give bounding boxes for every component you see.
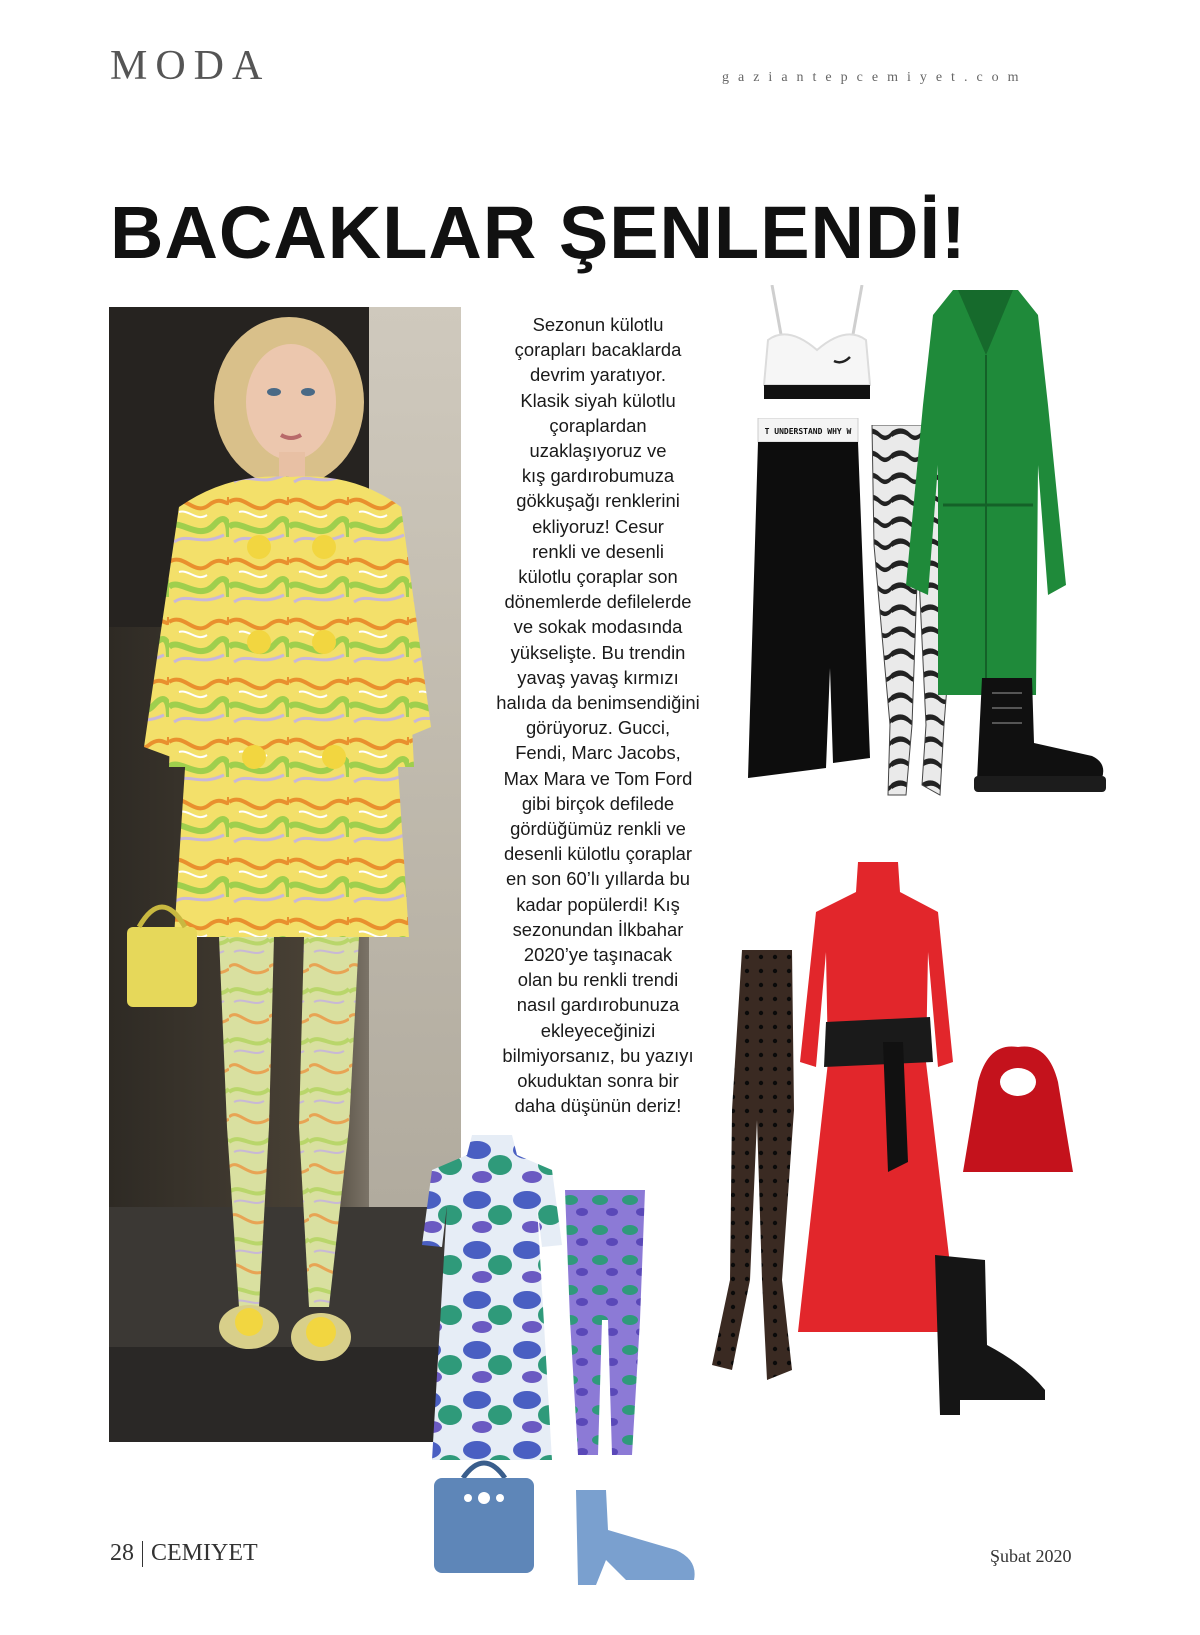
article-line: Sezonun külotlu bbox=[532, 314, 664, 335]
footer-divider bbox=[142, 1541, 143, 1567]
article-line: gibi birçok defilede bbox=[521, 792, 675, 814]
article-line: külotlu çoraplar son bbox=[518, 566, 678, 588]
article-line: olan bu renkli trendi bbox=[517, 969, 679, 991]
article-line: çorapları bacaklarda bbox=[514, 339, 682, 361]
article-line: ekleyeceğinizi bbox=[540, 1019, 656, 1041]
website-url: gaziantepcemiyet.com bbox=[722, 70, 1028, 85]
black-combat-boots-image bbox=[962, 668, 1112, 798]
article-line: desenli külotlu çoraplar bbox=[503, 843, 693, 865]
article-line: en son 60’lı yıllarda bu bbox=[505, 868, 691, 890]
green-trench-coat-image bbox=[898, 285, 1073, 705]
blue-sandals-image bbox=[566, 1480, 706, 1590]
article-line: gökkuşağı renklerini bbox=[516, 490, 680, 512]
article-line: dönemlerde defilelerde bbox=[504, 591, 692, 613]
article-line: daha düşünün deriz! bbox=[514, 1095, 682, 1117]
article-line: uzaklaşıyoruz ve bbox=[529, 440, 667, 462]
article-line: gördüğümüz renkli ve bbox=[510, 818, 686, 840]
street-style-photo bbox=[109, 307, 461, 1442]
article-line: ve sokak modasında bbox=[513, 616, 683, 638]
article-line: 2020’ye taşınacak bbox=[523, 944, 673, 966]
sports-bra-image bbox=[758, 285, 876, 405]
article-line: kadar popülerdi! Kış bbox=[516, 893, 680, 915]
page-number: 28 bbox=[110, 1540, 134, 1566]
black-ankle-boot-image bbox=[915, 1255, 1055, 1420]
black-maxi-skirt-image bbox=[738, 418, 878, 788]
article-line: ekliyoruz! Cesur bbox=[532, 515, 664, 537]
article-line: kış gardırobumuza bbox=[521, 465, 675, 487]
article-body bbox=[478, 312, 718, 1119]
article-line: okuduktan sonra bir bbox=[517, 1070, 679, 1092]
article-line: nasıl gardırobunuza bbox=[516, 994, 680, 1016]
article-line: renkli ve desenli bbox=[532, 540, 664, 562]
article-title: BACAKLAR ŞENLENDİ! bbox=[110, 191, 967, 274]
red-fur-bag-image bbox=[958, 1042, 1078, 1182]
footer-left bbox=[110, 1540, 258, 1567]
printed-leggings-image bbox=[560, 1190, 650, 1460]
printed-dress-image bbox=[412, 1135, 572, 1465]
article-line: Klasik siyah külotlu bbox=[520, 389, 676, 411]
article-line: görüyoruz. Gucci, bbox=[525, 717, 671, 739]
section-title: MODA bbox=[110, 43, 271, 89]
article-line: yavaş yavaş kırmızı bbox=[517, 666, 679, 688]
article-line: devrim yaratıyor. bbox=[530, 364, 666, 386]
magazine-name: CEMIYET bbox=[151, 1540, 258, 1566]
article-line: Max Mara ve Tom Ford bbox=[503, 767, 693, 789]
denim-handbag-image bbox=[428, 1448, 540, 1578]
article-line: çoraplardan bbox=[549, 414, 647, 436]
article-line: bilmiyorsanız, bu yazıyı bbox=[502, 1044, 694, 1066]
article-line: halıda da benimsendiğini bbox=[496, 692, 700, 714]
issue-date: Şubat 2020 bbox=[990, 1546, 1072, 1566]
skirt-band-text: T UNDERSTAND WHY W bbox=[764, 427, 852, 436]
article-line: sezonundan İlkbahar bbox=[512, 918, 684, 940]
article-line: Fendi, Marc Jacobs, bbox=[515, 742, 681, 764]
article-line: yükselişte. Bu trendin bbox=[510, 641, 686, 663]
